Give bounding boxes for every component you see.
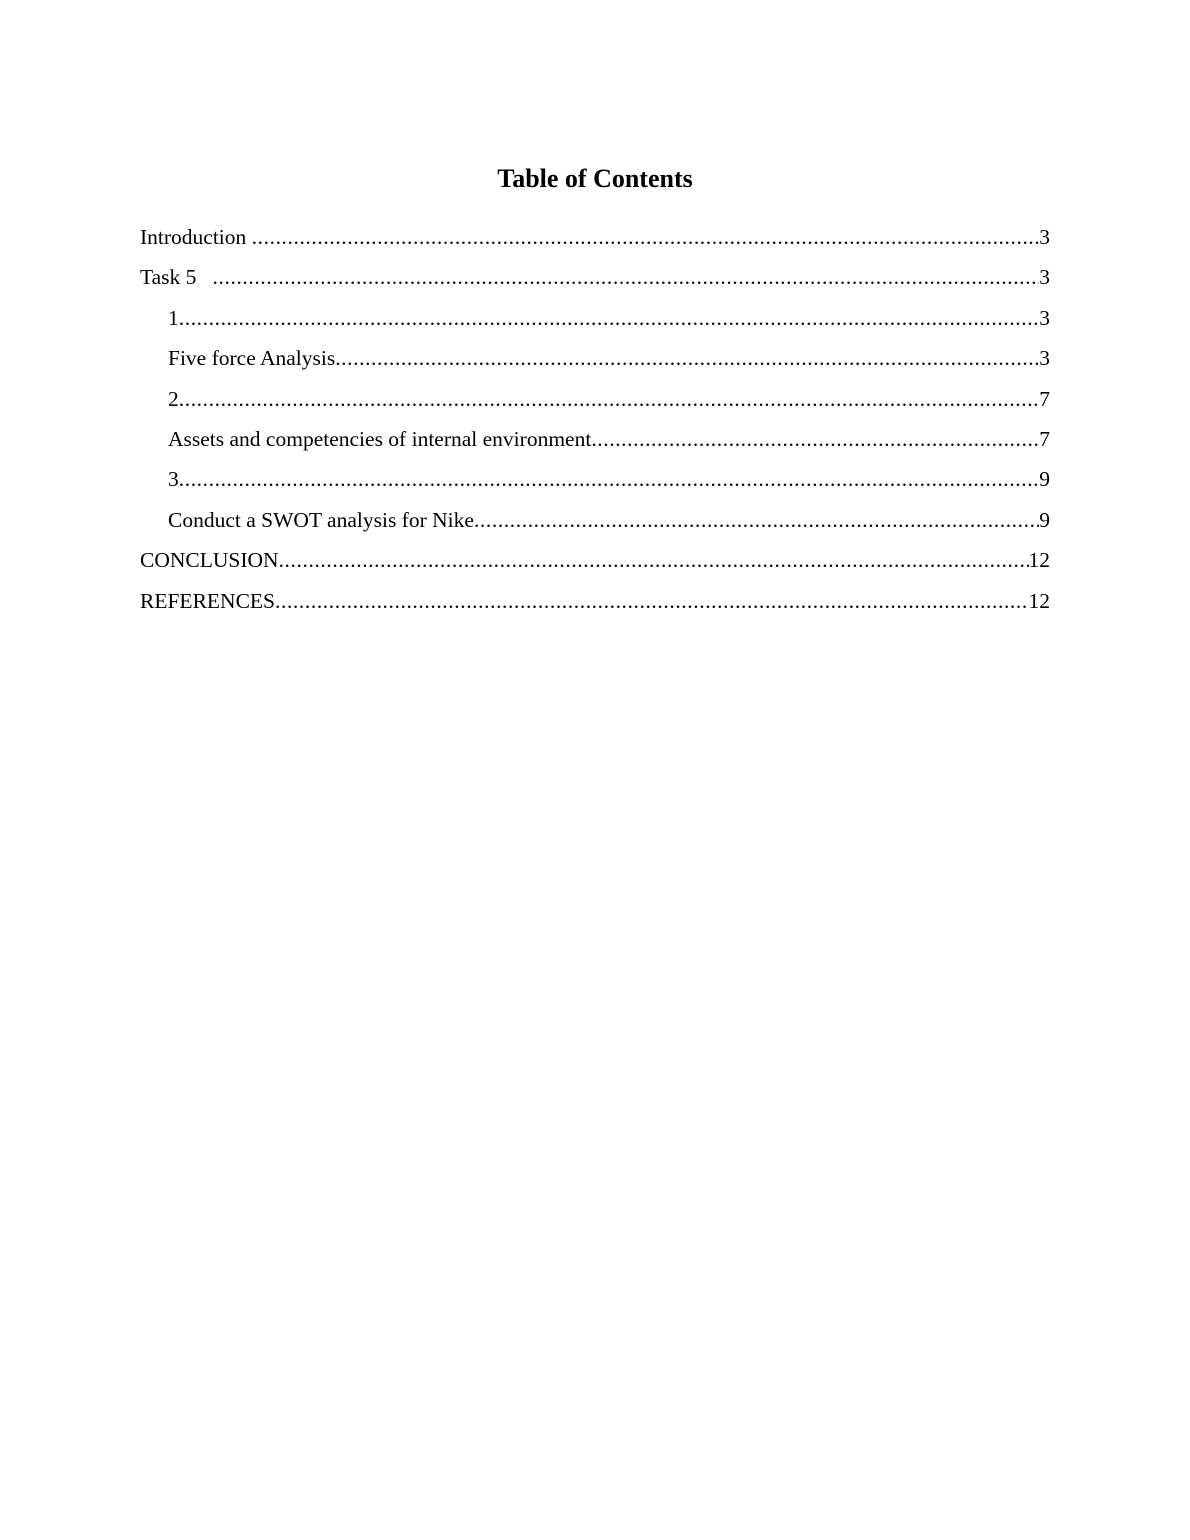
toc-entry-references[interactable] xyxy=(140,586,1050,626)
toc-page-number: 3 xyxy=(1039,225,1050,249)
toc-dot-leader xyxy=(591,424,1039,454)
toc-dot-leader xyxy=(474,505,1039,535)
toc-dot-leader xyxy=(252,222,1040,252)
toc-dot-leader xyxy=(335,343,1039,373)
toc-page-number: 7 xyxy=(1039,426,1050,451)
toc-page-number: 3 xyxy=(1039,305,1050,330)
toc-page-number: 9 xyxy=(1039,507,1050,532)
toc-entry-section-2[interactable] xyxy=(140,384,1050,424)
toc-entry-swot-analysis[interactable] xyxy=(140,505,1050,545)
toc-entry-label: Introduction xyxy=(140,225,252,249)
toc-dot-leader xyxy=(179,303,1040,333)
toc-dot-leader xyxy=(213,262,1040,292)
toc-entry-label: 3 xyxy=(168,467,179,492)
toc-entry-label: REFERENCES xyxy=(140,588,275,613)
toc-dot-leader xyxy=(179,384,1040,414)
toc-page-number: 3 xyxy=(1039,265,1050,290)
toc-entry-section-3[interactable] xyxy=(140,464,1050,504)
toc-entry-assets-and-competencies[interactable] xyxy=(140,424,1050,464)
toc-dot-leader xyxy=(275,586,1029,616)
toc-entry-section-1[interactable] xyxy=(140,303,1050,343)
toc-entry-task-5[interactable] xyxy=(140,262,1050,302)
toc-list xyxy=(140,222,1050,626)
toc-page-number: 3 xyxy=(1039,346,1050,371)
toc-title: Table of Contents xyxy=(497,164,693,193)
toc-entry-label: 1 xyxy=(168,305,179,330)
toc-entry-label: Conduct a SWOT analysis for Nike xyxy=(168,507,474,532)
toc-entry-five-force-analysis[interactable] xyxy=(140,343,1050,383)
toc-dot-leader xyxy=(179,464,1040,494)
toc-entry-label: Task 5 xyxy=(140,265,213,290)
toc-entry-label: CONCLUSION xyxy=(140,548,279,573)
toc-entry-label: Five force Analysis xyxy=(168,346,336,371)
toc-entry-label: Assets and competencies of internal environment xyxy=(168,426,592,451)
toc-page-number: 7 xyxy=(1039,386,1050,411)
toc-entry-conclusion[interactable] xyxy=(140,545,1050,585)
toc-page-number: 12 xyxy=(1028,548,1050,573)
toc-page-number: 9 xyxy=(1039,467,1050,492)
toc-dot-leader xyxy=(279,545,1029,575)
toc-entry-label: 2 xyxy=(168,386,179,411)
toc-entry-introduction[interactable] xyxy=(140,222,1050,262)
toc-page-number: 12 xyxy=(1028,588,1050,613)
